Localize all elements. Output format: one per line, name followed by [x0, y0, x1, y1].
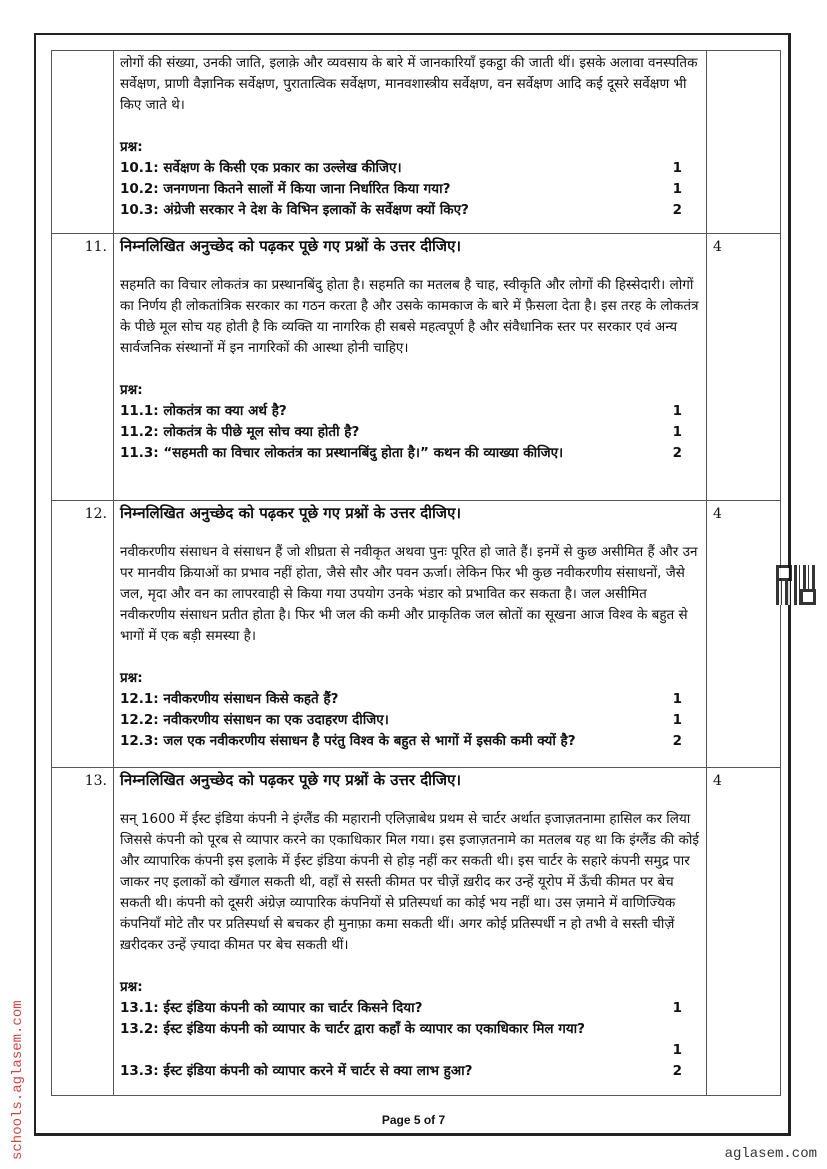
question-text: 13.3: ईस्ट इंडिया कंपनी को व्यापार करने में चार्टर से क्या लाभ हुआ? [120, 1063, 473, 1079]
question-text: 13.1: ईस्ट इंडिया कंपनी को व्यापार का चार्टर किसने दिया? [120, 1000, 423, 1016]
watermark-left: schools.aglasem.com [10, 1000, 26, 1160]
qr-code [776, 565, 816, 605]
question-text: 10.3: अंग्रेजी सरकार ने देश के विभिन इलाकों के सर्वेक्षण क्यों किए? [120, 202, 469, 218]
question-text: 12.1: नवीकरणीय संसाधन किसे कहते हैं? [120, 691, 339, 707]
question-text: 12.2: नवीकरणीय संसाधन का एक उदाहरण दीजिए। [120, 712, 389, 728]
question-row [52, 234, 781, 501]
question-number: 13. [52, 768, 114, 1096]
question-row [52, 768, 781, 1096]
passage: नवीकरणीय संसाधन वे संसाधन हैं जो शीघ्रता से नवीकृत अथवा पुनः पूरित हो जाते हैं। इनमें से कुछ असीमित हैं और उन पर मानवीय क्रियाओं का प्रभाव नहीं होता, जैसे सौर और पवन ऊर्जा। लेकिन फिर भी कुछ नवीकरणीय संसाधनों, जैसे जल, मृदा और वन का लापरवाही से किया गया उपयोग उनके भंडार को प्रभावित कर सकता है। जल असीमित नवीकरणीय संसाधन प्रतीत होता है। फिर भी जल की कमी और प्राकृतिक जल स्रोतों का सूखना आज विश्व के बहुत से भागों में एक बड़ी समस्या है। [120, 544, 698, 644]
question-item [120, 1040, 700, 1061]
question-marks: 2 [672, 202, 682, 218]
question-marks: 1 [672, 403, 682, 419]
question-marks: 1 [672, 1042, 682, 1058]
question-item [120, 401, 700, 422]
question-item [120, 158, 700, 179]
passage: लोगों की संख्या, उनकी जाति, इलाक़े और व्यवसाय के बारे में जानकारियाँ इकट्ठा की जाती थीं। इसके अलावा वनस्पतिक सर्वेक्षण, प्राणी वैज्ञानिक सर्वेक्षण, पुरातात्विक सर्वेक्षण, मानवशास्त्रीय सर्वेक्षण, वन सर्वेक्षण आदि कई दूसरे सर्वेक्षण भी किए जाते थे। [120, 55, 698, 113]
page-number: Page 5 of 7 [381, 1113, 446, 1127]
passage: सन् 1600 में ईस्ट इंडिया कंपनी ने इंग्लैंड की महारानी एलिज़ाबेथ प्रथम से चार्टर अर्थात इजाज़तनामा हासिल कर लिया जिससे कंपनी को पूरब से व्यापार करने का एकाधिकार मिल गया। इस इजाज़तनामे का मतलब यह था कि इंग्लैंड की कोई और व्यापारिक कंपनी इस इलाके में ईस्ट इंडिया कंपनी से होड़ नहीं कर सकती थी। इस चार्टर के सहारे कंपनी समुद्र पार जाकर नए इलाकों को खँगाल सकती थी, वहाँ से सस्ती कीमत पर चीज़ें ख़रीद कर उन्हें यूरोप में ऊँची कीमत पर बेच सकती थी। कंपनी को दूसरी अंग्रेज़ व्यापारिक कंपनियों से प्रतिस्पर्धा का कोई भय नहीं था। उस ज़माने में वाणिज्यिक कंपनियाँ मोटे तौर पर प्रतिस्पर्धा से बचकर ही मुनाफ़ा कमा सकती थीं। अगर कोई प्रतिस्पर्धी न हो तभी वे सस्ती चीज़ें ख़रीदकर उन्हें ज़्यादा कीमत पर बेच सकती थीं। [120, 811, 699, 953]
question-text: 10.1: सर्वेक्षण के किसी एक प्रकार का उल्लेख कीजिए। [120, 160, 402, 176]
question-marks: 1 [672, 1000, 682, 1016]
question-number [52, 51, 114, 234]
total-marks [707, 51, 781, 234]
questions-label: प्रश्न: [120, 382, 143, 398]
question-table [51, 50, 781, 1096]
question-item [120, 710, 700, 731]
question-text: 11.1: लोकतंत्र का क्या अर्थ है? [120, 403, 287, 419]
total-marks: 4 [707, 768, 781, 1096]
question-item [120, 443, 700, 464]
question-item [120, 422, 700, 443]
total-marks: 4 [707, 234, 781, 501]
total-marks: 4 [707, 501, 781, 768]
question-item [120, 179, 700, 200]
question-body [114, 234, 707, 501]
question-item [120, 1061, 700, 1082]
question-body [114, 768, 707, 1096]
watermark-right: aglasem.com [724, 1146, 817, 1162]
question-number: 11. [52, 234, 114, 501]
question-row [52, 51, 781, 234]
question-text: 12.3: जल एक नवीकरणीय संसाधन है परंतु विश्व के बहुत से भागों में इसकी कमी क्यों है? [120, 733, 576, 749]
question-heading: निम्नलिखित अनुच्छेद को पढ़कर पूछे गए प्रश्नों के उत्तर दीजिए। [120, 237, 462, 255]
question-row [52, 501, 781, 768]
question-item [120, 689, 700, 710]
question-marks: 1 [672, 712, 682, 728]
question-text: 13.2: ईस्ट इंडिया कंपनी को व्यापार के चार्टर द्वारा कहाँ के व्यापार का एकाधिकार मिल गया? [120, 1021, 586, 1037]
question-marks: 1 [672, 181, 682, 197]
questions-label: प्रश्न: [120, 139, 143, 155]
question-item [120, 200, 700, 221]
question-marks: 1 [672, 160, 682, 176]
question-item [120, 1019, 700, 1040]
question-text: 11.2: लोकतंत्र के पीछे मूल सोच क्या होती है? [120, 424, 360, 440]
question-item [120, 731, 700, 752]
question-item [120, 998, 700, 1019]
question-number: 12. [52, 501, 114, 768]
questions-label: प्रश्न: [120, 979, 143, 995]
questions-label: प्रश्न: [120, 670, 143, 686]
question-marks: 2 [672, 733, 682, 749]
question-marks: 1 [672, 691, 682, 707]
question-body [114, 501, 707, 768]
question-body [114, 51, 707, 234]
question-text: 10.2: जनगणना कितने सालों में किया जाना निर्धारित किया गया? [120, 181, 451, 197]
question-marks: 1 [672, 424, 682, 440]
passage: सहमति का विचार लोकतंत्र का प्रस्थानबिंदु होता है। सहमति का मतलब है चाह, स्वीकृति और लोगों की हिस्सेदारी। लोगों का निर्णय ही लोकतांत्रिक सरकार का गठन करता है और उसके कामकाज के बारे में फ़ैसला देता है। इस तरह के लोकतंत्र के पीछे मूल सोच यह होती है कि व्यक्ति या नागरिक ही सबसे महत्वपूर्ण है और संवैधानिक स्तर पर सरकार एवं अन्य सार्वजनिक संस्थानों में इन नागरिकों की आस्था होनी चाहिए। [120, 277, 699, 356]
question-marks: 2 [672, 445, 682, 461]
question-heading: निम्नलिखित अनुच्छेद को पढ़कर पूछे गए प्रश्नों के उत्तर दीजिए। [120, 771, 462, 789]
question-heading: निम्नलिखित अनुच्छेद को पढ़कर पूछे गए प्रश्नों के उत्तर दीजिए। [120, 504, 462, 522]
question-text: 11.3: “सहमती का विचार लोकतंत्र का प्रस्थानबिंदु होता है।” कथन की व्याख्या कीजिए। [120, 445, 564, 461]
question-marks: 2 [672, 1063, 682, 1079]
